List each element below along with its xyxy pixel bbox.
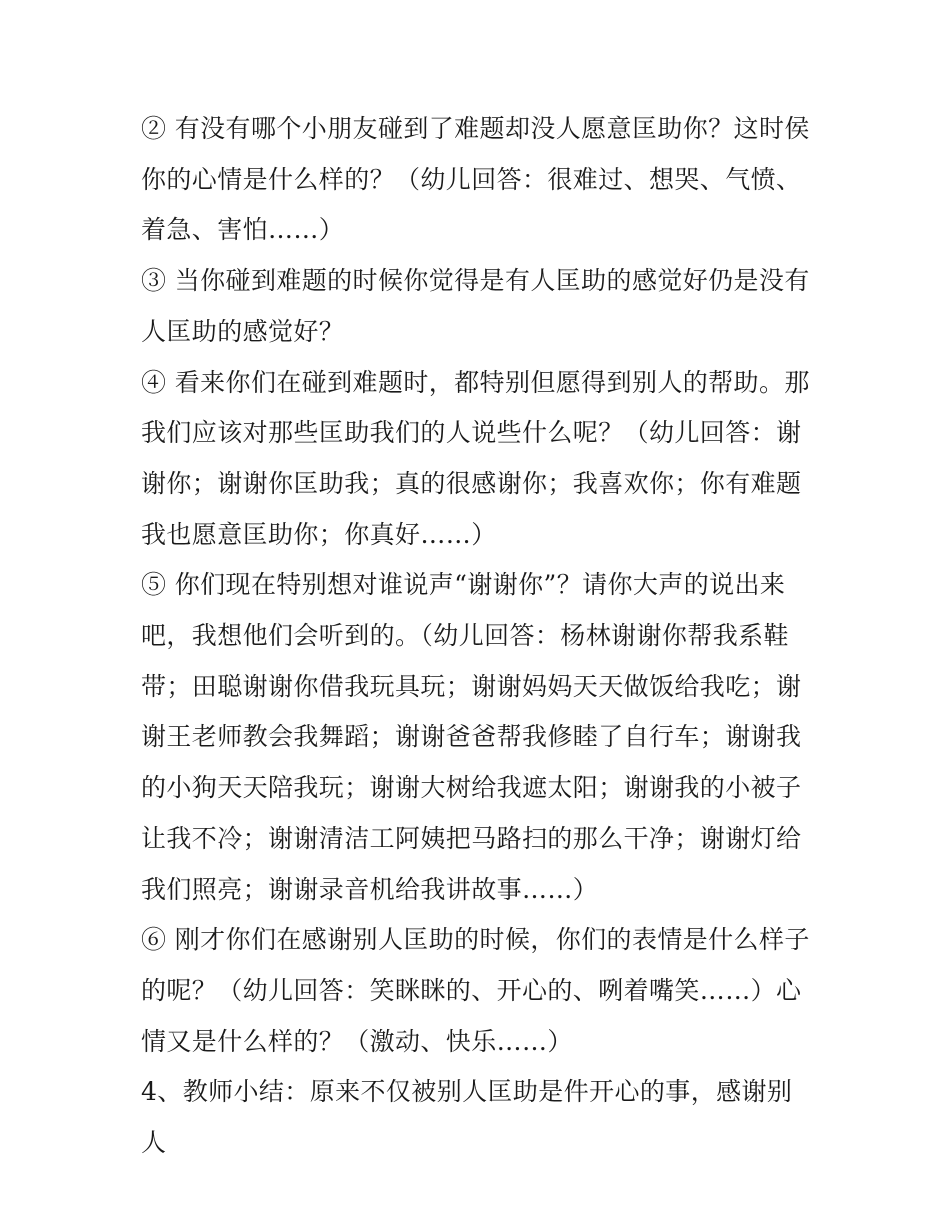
paragraph-question-4: ④ 看来你们在碰到难题时，都特别但愿得到别人的帮助。那我们应该对那些匡助我们的人说些什么呢？（幼儿回答：谢谢你；谢谢你匡助我；真的很感谢你；我喜欢你；你有难题我也愿意匡助你；你真好……） bbox=[141, 367, 810, 549]
document-body bbox=[141, 104, 816, 1169]
paragraph-question-2: ② 有没有哪个小朋友碰到了难题却没人愿意匡助你？这时侯你的心情是什么样的？（幼儿回答：很难过、想哭、气愤、着急、害怕……） bbox=[141, 114, 810, 245]
paragraph-teacher-summary: 4、教师小结：原来不仅被别人匡助是件开心的事，感谢别人 bbox=[141, 1077, 793, 1158]
paragraph-question-6: ⑥ 刚才你们在感谢别人匡助的时候，你们的表情是什么样子的呢？（幼儿回答：笑眯眯的、开心的、咧着嘴笑……）心情又是什么样的？（激动、快乐……） bbox=[141, 925, 810, 1056]
paragraph-question-3: ③ 当你碰到难题的时候你觉得是有人匡助的感觉好仍是没有人匡助的感觉好？ bbox=[141, 266, 810, 346]
paragraph-question-5: ⑤ 你们现在特别想对谁说声“谢谢你”？请你大声的说出来吧，我想他们会听到的。（幼儿回答：杨林谢谢你帮我系鞋带；田聪谢谢你借我玩具玩；谢谢妈妈天天做饭给我吃；谢谢王老师教会我舞蹈；谢谢爸爸帮我修睦了自行车；谢谢我的小狗天天陪我玩；谢谢大树给我遮太阳；谢谢我的小被子让我不冷；谢谢清洁工阿姨把马路扫的那么干净；谢谢灯给我们照亮；谢谢录音机给我讲故事……） bbox=[141, 570, 802, 904]
